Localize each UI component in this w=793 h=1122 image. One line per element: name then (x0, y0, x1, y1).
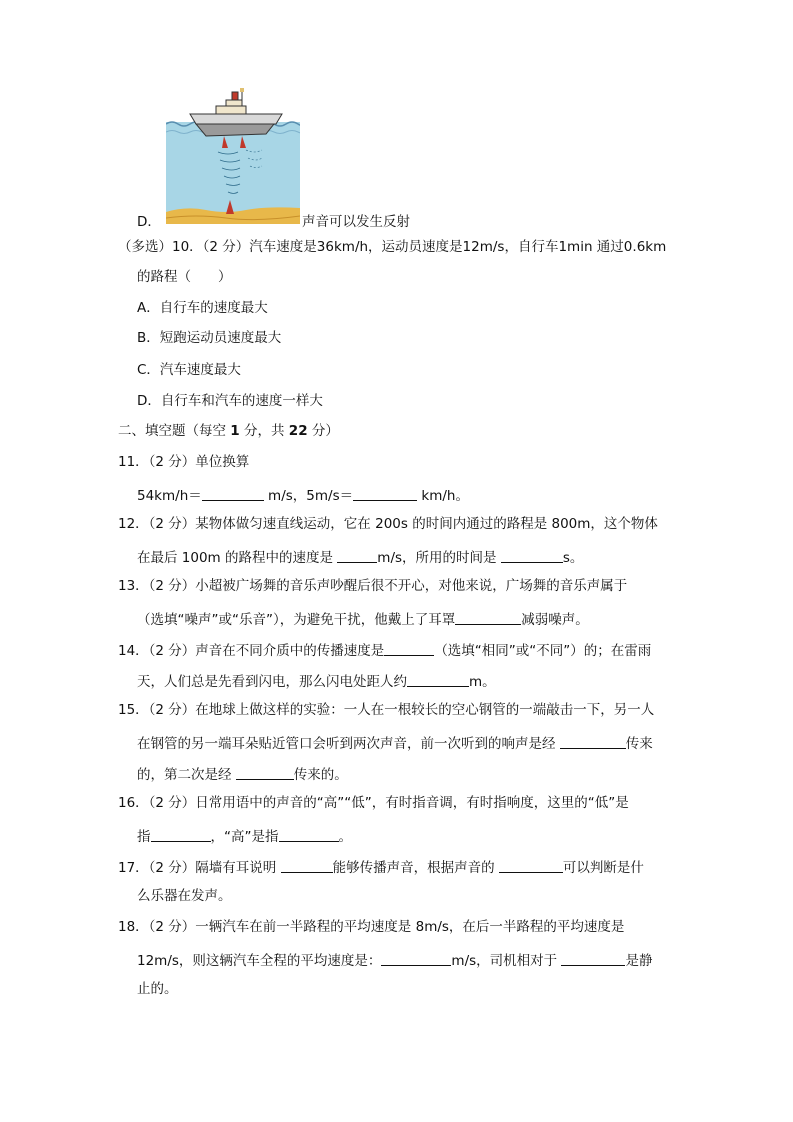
q10-option-c: C．汽车速度最大 (137, 362, 241, 378)
q9-option-d-text: 声音可以发生反射 (302, 214, 410, 230)
q17-blank-1[interactable] (281, 859, 333, 873)
q14-blank-2[interactable] (407, 673, 469, 687)
q11-line2: 54km/h＝ m/s，5m/s＝ km/h。 (137, 488, 469, 504)
q18-line1: 18．（2 分）一辆汽车在前一半路程的平均速度是 8m/s，在后一半路程的平均速度是 (118, 919, 625, 935)
q17-line2: 么乐器在发声。 (137, 888, 232, 904)
q11-blank-1[interactable] (202, 487, 264, 501)
q10-option-d: D．自行车和汽车的速度一样大 (137, 393, 323, 409)
ship-sonar-figure (166, 86, 300, 224)
q9-option-d-prefix: D． (137, 214, 161, 230)
q14-blank-1[interactable] (384, 642, 434, 656)
q15-line3: 的，第二次是经 传来的。 (137, 767, 348, 783)
q16-line1: 16．（2 分）日常用语中的声音的“高”“低”，有时指音调，有时指响度，这里的“低”是 (118, 795, 629, 811)
q12-blank-1[interactable] (337, 549, 377, 563)
q13-line2: （选填“噪声”或“乐音”），为避免干扰，他戴上了耳罩 减弱噪声。 (137, 612, 589, 628)
q12-line2: 在最后 100m 的路程中的速度是 m/s，所用的时间是 s。 (137, 550, 584, 566)
q18-line3: 止的。 (137, 981, 178, 997)
q14-line2: 天，人们总是先看到闪电，那么闪电处距人约 m。 (137, 674, 496, 690)
q10-option-b: B．短跑运动员速度最大 (137, 330, 282, 346)
q9-option-d (137, 216, 161, 230)
q17-line1: 17．（2 分）隔墙有耳说明 能够传播声音，根据声音的 可以判断是什 (118, 860, 644, 876)
q13-line1: 13．（2 分）小超被广场舞的音乐声吵醒后很不开心，对他来说，广场舞的音乐声属于 (118, 578, 628, 594)
q11-blank-2[interactable] (353, 487, 417, 501)
q15-blank-1[interactable] (560, 735, 626, 749)
q17-blank-2[interactable] (499, 859, 563, 873)
q15-line1: 15．（2 分）在地球上做这样的实验：一人在一根较长的空心钢管的一端敲击一下，另一人 (118, 702, 655, 718)
q10-line1: （多选）10．（2 分）汽车速度是36km/h，运动员速度是12m/s，自行车1min 通过0.6km (118, 239, 667, 255)
q16-line2: 指 ，“高”是指 。 (137, 829, 352, 845)
q16-blank-2[interactable] (279, 828, 339, 842)
section-2-heading: 二、填空题（每空 1 分，共 22 分） (118, 423, 339, 439)
q13-blank-1[interactable] (455, 611, 521, 625)
q11-line1: 11．（2 分）单位换算 (118, 454, 250, 470)
q15-blank-2[interactable] (236, 766, 294, 780)
q18-line2: 12m/s，则这辆汽车全程的平均速度是： m/s，司机相对于 是静 (137, 953, 653, 969)
q18-blank-2[interactable] (561, 952, 625, 966)
q12-line1: 12．（2 分）某物体做匀速直线运动，它在 200s 的时间内通过的路程是 800m，这个物体 (118, 516, 658, 532)
q18-blank-1[interactable] (381, 952, 451, 966)
q16-blank-1[interactable] (151, 828, 211, 842)
q15-line2: 在钢管的另一端耳朵贴近管口会听到两次声音，前一次听到的响声是经 传来 (137, 736, 653, 752)
q12-blank-2[interactable] (501, 549, 563, 563)
ship-sonar-illustration (166, 86, 300, 224)
q10-line2: 的路程（ ） (137, 269, 232, 285)
q14-line1: 14．（2 分）声音在不同介质中的传播速度是 （选填“相同”或“不同”）的；在雷雨 (118, 643, 652, 659)
q10-option-a: A．自行车的速度最大 (137, 300, 268, 316)
